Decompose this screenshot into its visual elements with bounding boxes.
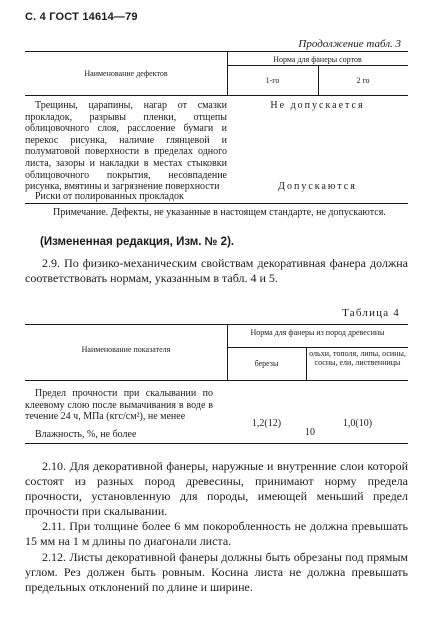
- table-continuation-label: Продолжение табл. 3: [298, 38, 401, 50]
- col-header-grade-1: 1-го: [265, 76, 280, 85]
- col-header-indicator: Наименование показателя: [81, 345, 171, 354]
- col-header-other-species: ольхи, тополя, липы, осины, сосны, ели, лиственницы: [309, 349, 406, 367]
- table-bottom-rule: [25, 443, 408, 444]
- col-header-defects: Наименование дефектов: [84, 69, 168, 78]
- paragraph-2-9: 2.9. По физико-механическим свойствам декоративная фанера должна соответствовать нормам, указанным в табл. 4 и 5.: [25, 256, 408, 285]
- indicator-row-2-text: Влажность, %, не более: [35, 429, 137, 440]
- col-header-norm: Норма для фанеры сортов: [273, 55, 362, 64]
- indicator-row-2-value: 10: [305, 427, 315, 438]
- defect-row-1-text: Трещины, царапины, нагар от смазки прокладок, разрывы пленки, отщепы облицовочного слоя, расслоение бумаги и перекос рисунка, наличие глянцевой и полуматовой поверхности в пределах одного листа, зазоры и накладки в местах стыковки облицовочного покрытия, несовпадение рисунка, вмятины и загрязнение поверхности: [25, 100, 227, 193]
- table-note: Примечание. Дефекты, не указанные в настоящем стандарте, не допускаются.: [53, 207, 386, 218]
- defect-row-1-value: Не допускается: [270, 100, 365, 111]
- amended-edition: (Измененная редакция, Изм. № 2).: [40, 236, 235, 248]
- indicator-row-1-text: Предел прочности при скалывании по клеевому слою после вымачивания в воде в течение 24 ч, МПа (кгс/см²), не менее: [25, 388, 213, 423]
- indicator-row-1-other: 1,0(10): [342, 418, 373, 429]
- col-header-norm: Норма для фанеры из пород древесины: [250, 328, 385, 337]
- table-bottom-rule: [25, 203, 408, 204]
- table-header-bottom-rule: [25, 95, 408, 96]
- defect-row-2-text: Риски от полированных прокладок: [35, 191, 184, 202]
- table-col-divider: [227, 324, 228, 380]
- col-header-birch: березы: [254, 359, 279, 368]
- page-header: С. 4 ГОСТ 14614—79: [25, 11, 138, 23]
- paragraph-2-12: 2.12. Листы декоративной фанеры должны быть обрезаны под прямым углом. Рез должен быть ровным. Косина листа не должна превышать предельных отклонений по длине и ширине.: [25, 550, 408, 594]
- paragraph-2-10: 2.10. Для декоративной фанеры, наружные и внутренние слои которой состоят из разных пород древесины, принимают норму предела прочности, установленную для породы, имеющей меньший предел прочности при скалывании.: [25, 459, 408, 518]
- table-subheader-rule: [227, 347, 408, 348]
- table-top-rule: [25, 324, 408, 325]
- table-header-bottom-rule: [25, 380, 408, 381]
- col-header-grade-2: 2 го: [356, 76, 370, 85]
- paragraph-2-11: 2.11. При толщине более 6 мм покоробленность не должна превышать 15 мм на 1 м длины по диагонали листа.: [25, 519, 408, 548]
- defect-row-2-value: Допускаются: [278, 181, 357, 192]
- table-top-rule: [25, 51, 408, 52]
- indicator-row-1-birch: 1,2(12): [251, 418, 282, 429]
- table-4-title: Таблица 4: [342, 307, 400, 319]
